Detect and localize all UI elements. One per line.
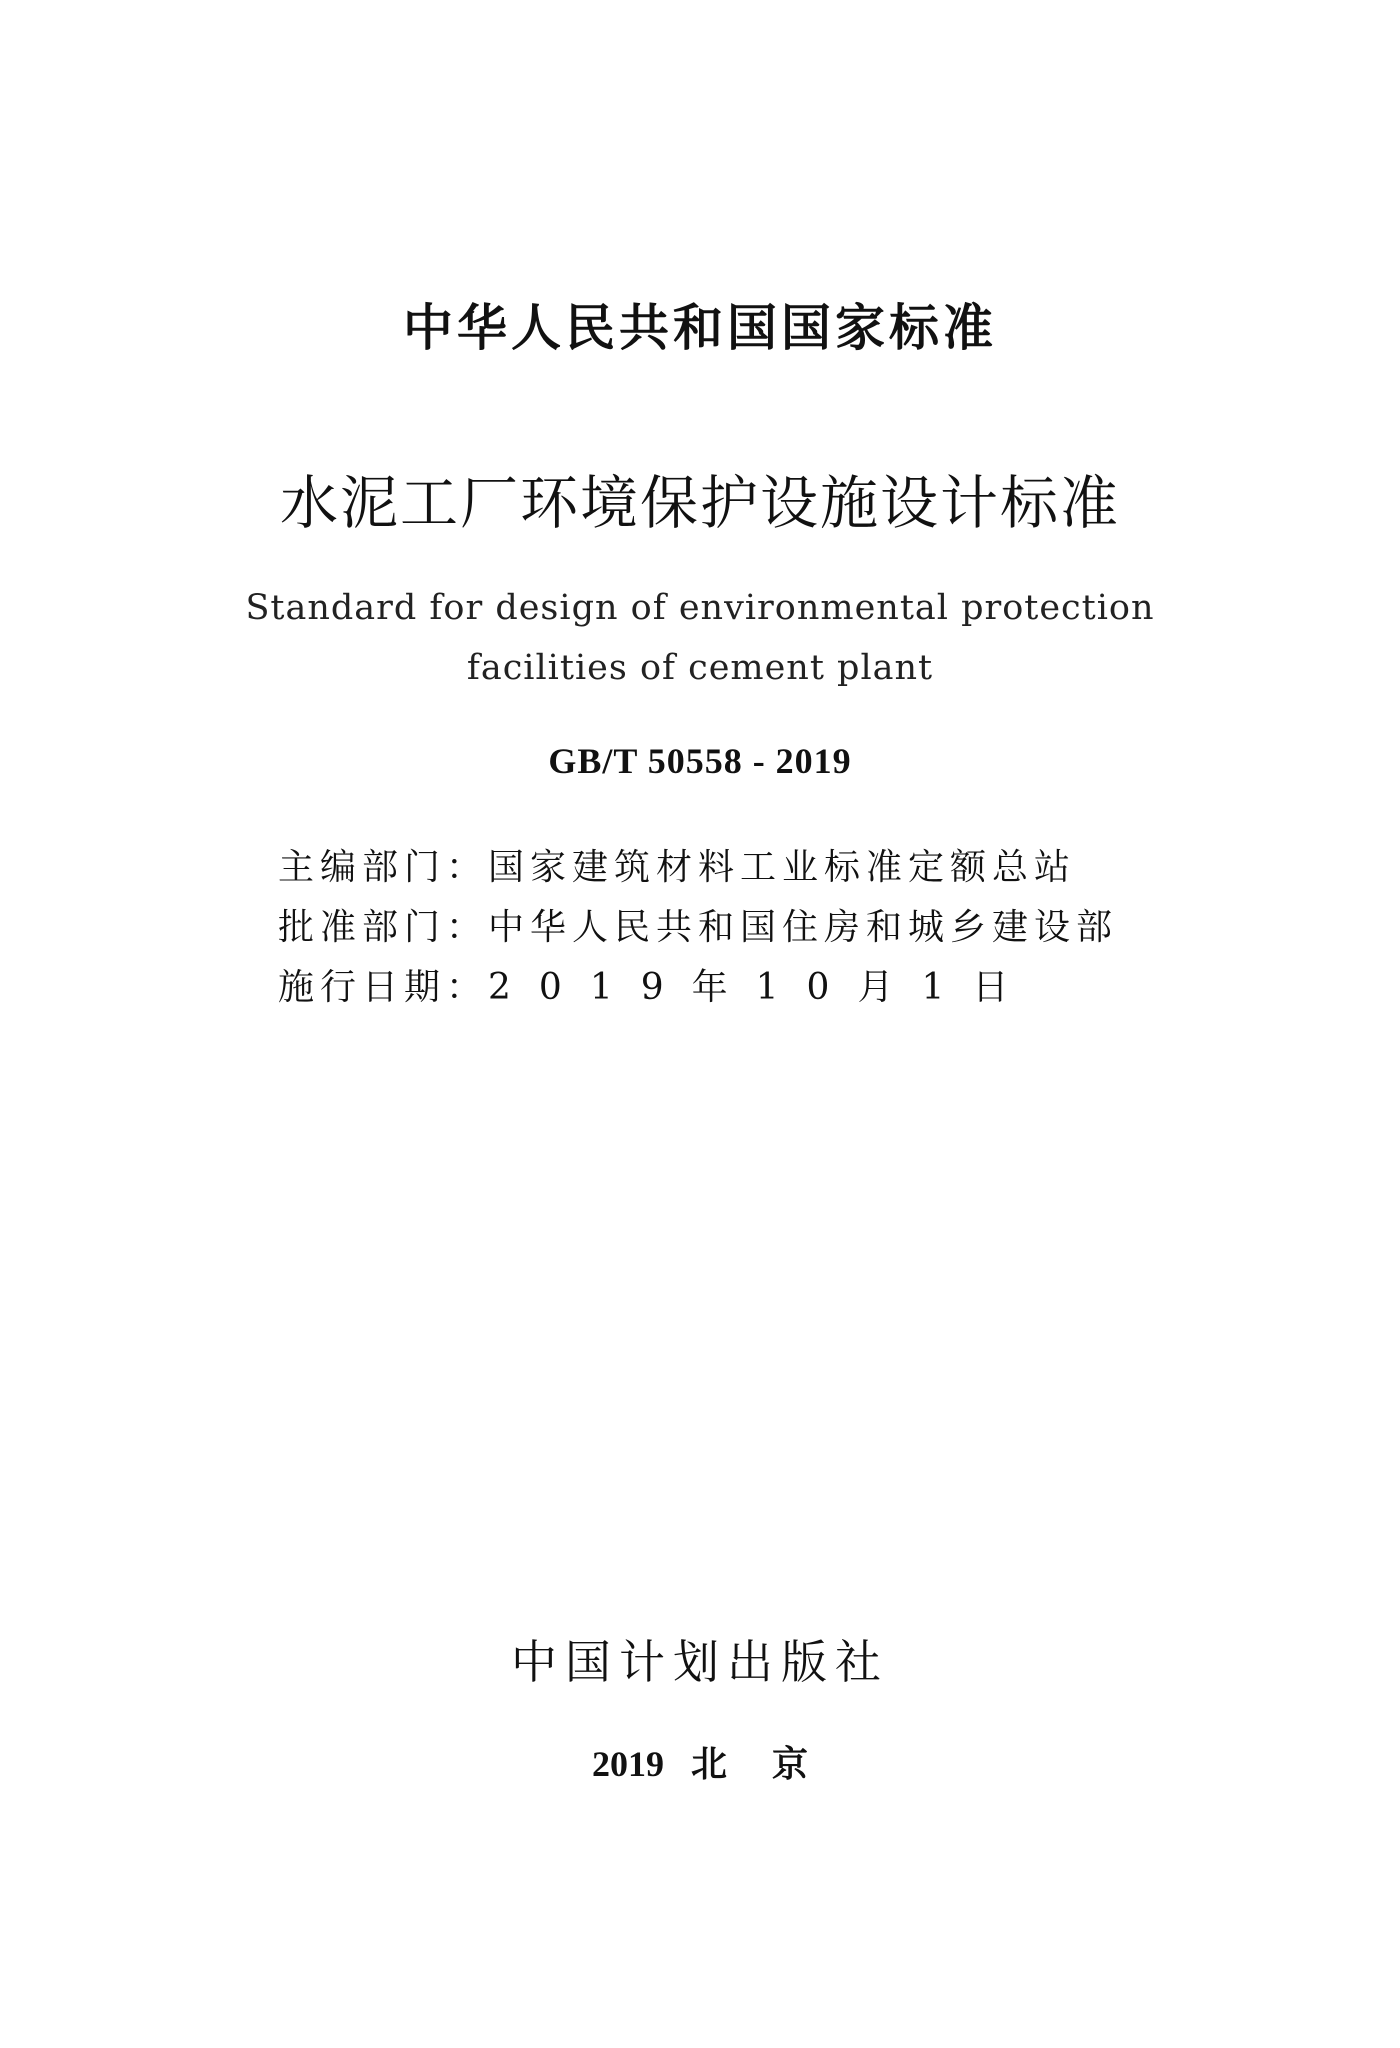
title-english-line-2: facilities of cement plant bbox=[466, 648, 934, 688]
publication-year-city: 2019 北 京 bbox=[591, 1744, 808, 1784]
date-label: 施行日期： bbox=[278, 967, 489, 1008]
national-standard-heading: 中华人民共和国国家标准 bbox=[403, 299, 997, 357]
approver-value: 中华人民共和国住房和城乡建设部 bbox=[488, 907, 1119, 948]
standard-code: GB/T 50558 - 2019 bbox=[548, 741, 852, 781]
standard-title-chinese: 水泥工厂环境保护设施设计标准 bbox=[279, 469, 1120, 537]
approver-label: 批准部门： bbox=[278, 907, 489, 948]
editor-label: 主编部门： bbox=[278, 847, 489, 888]
effective-date-row bbox=[278, 958, 1178, 1018]
publication-meta bbox=[278, 838, 1178, 1018]
editor-row bbox=[278, 838, 1178, 898]
editor-value: 国家建筑材料工业标准定额总站 bbox=[488, 847, 1077, 888]
date-value: 2019年10月1日 bbox=[488, 967, 1037, 1008]
title-english-line-1: Standard for design of environmental protection bbox=[245, 588, 1155, 628]
standard-title-english bbox=[0, 578, 1400, 698]
approver-row bbox=[278, 898, 1178, 958]
publisher-name: 中国计划出版社 bbox=[511, 1635, 889, 1689]
